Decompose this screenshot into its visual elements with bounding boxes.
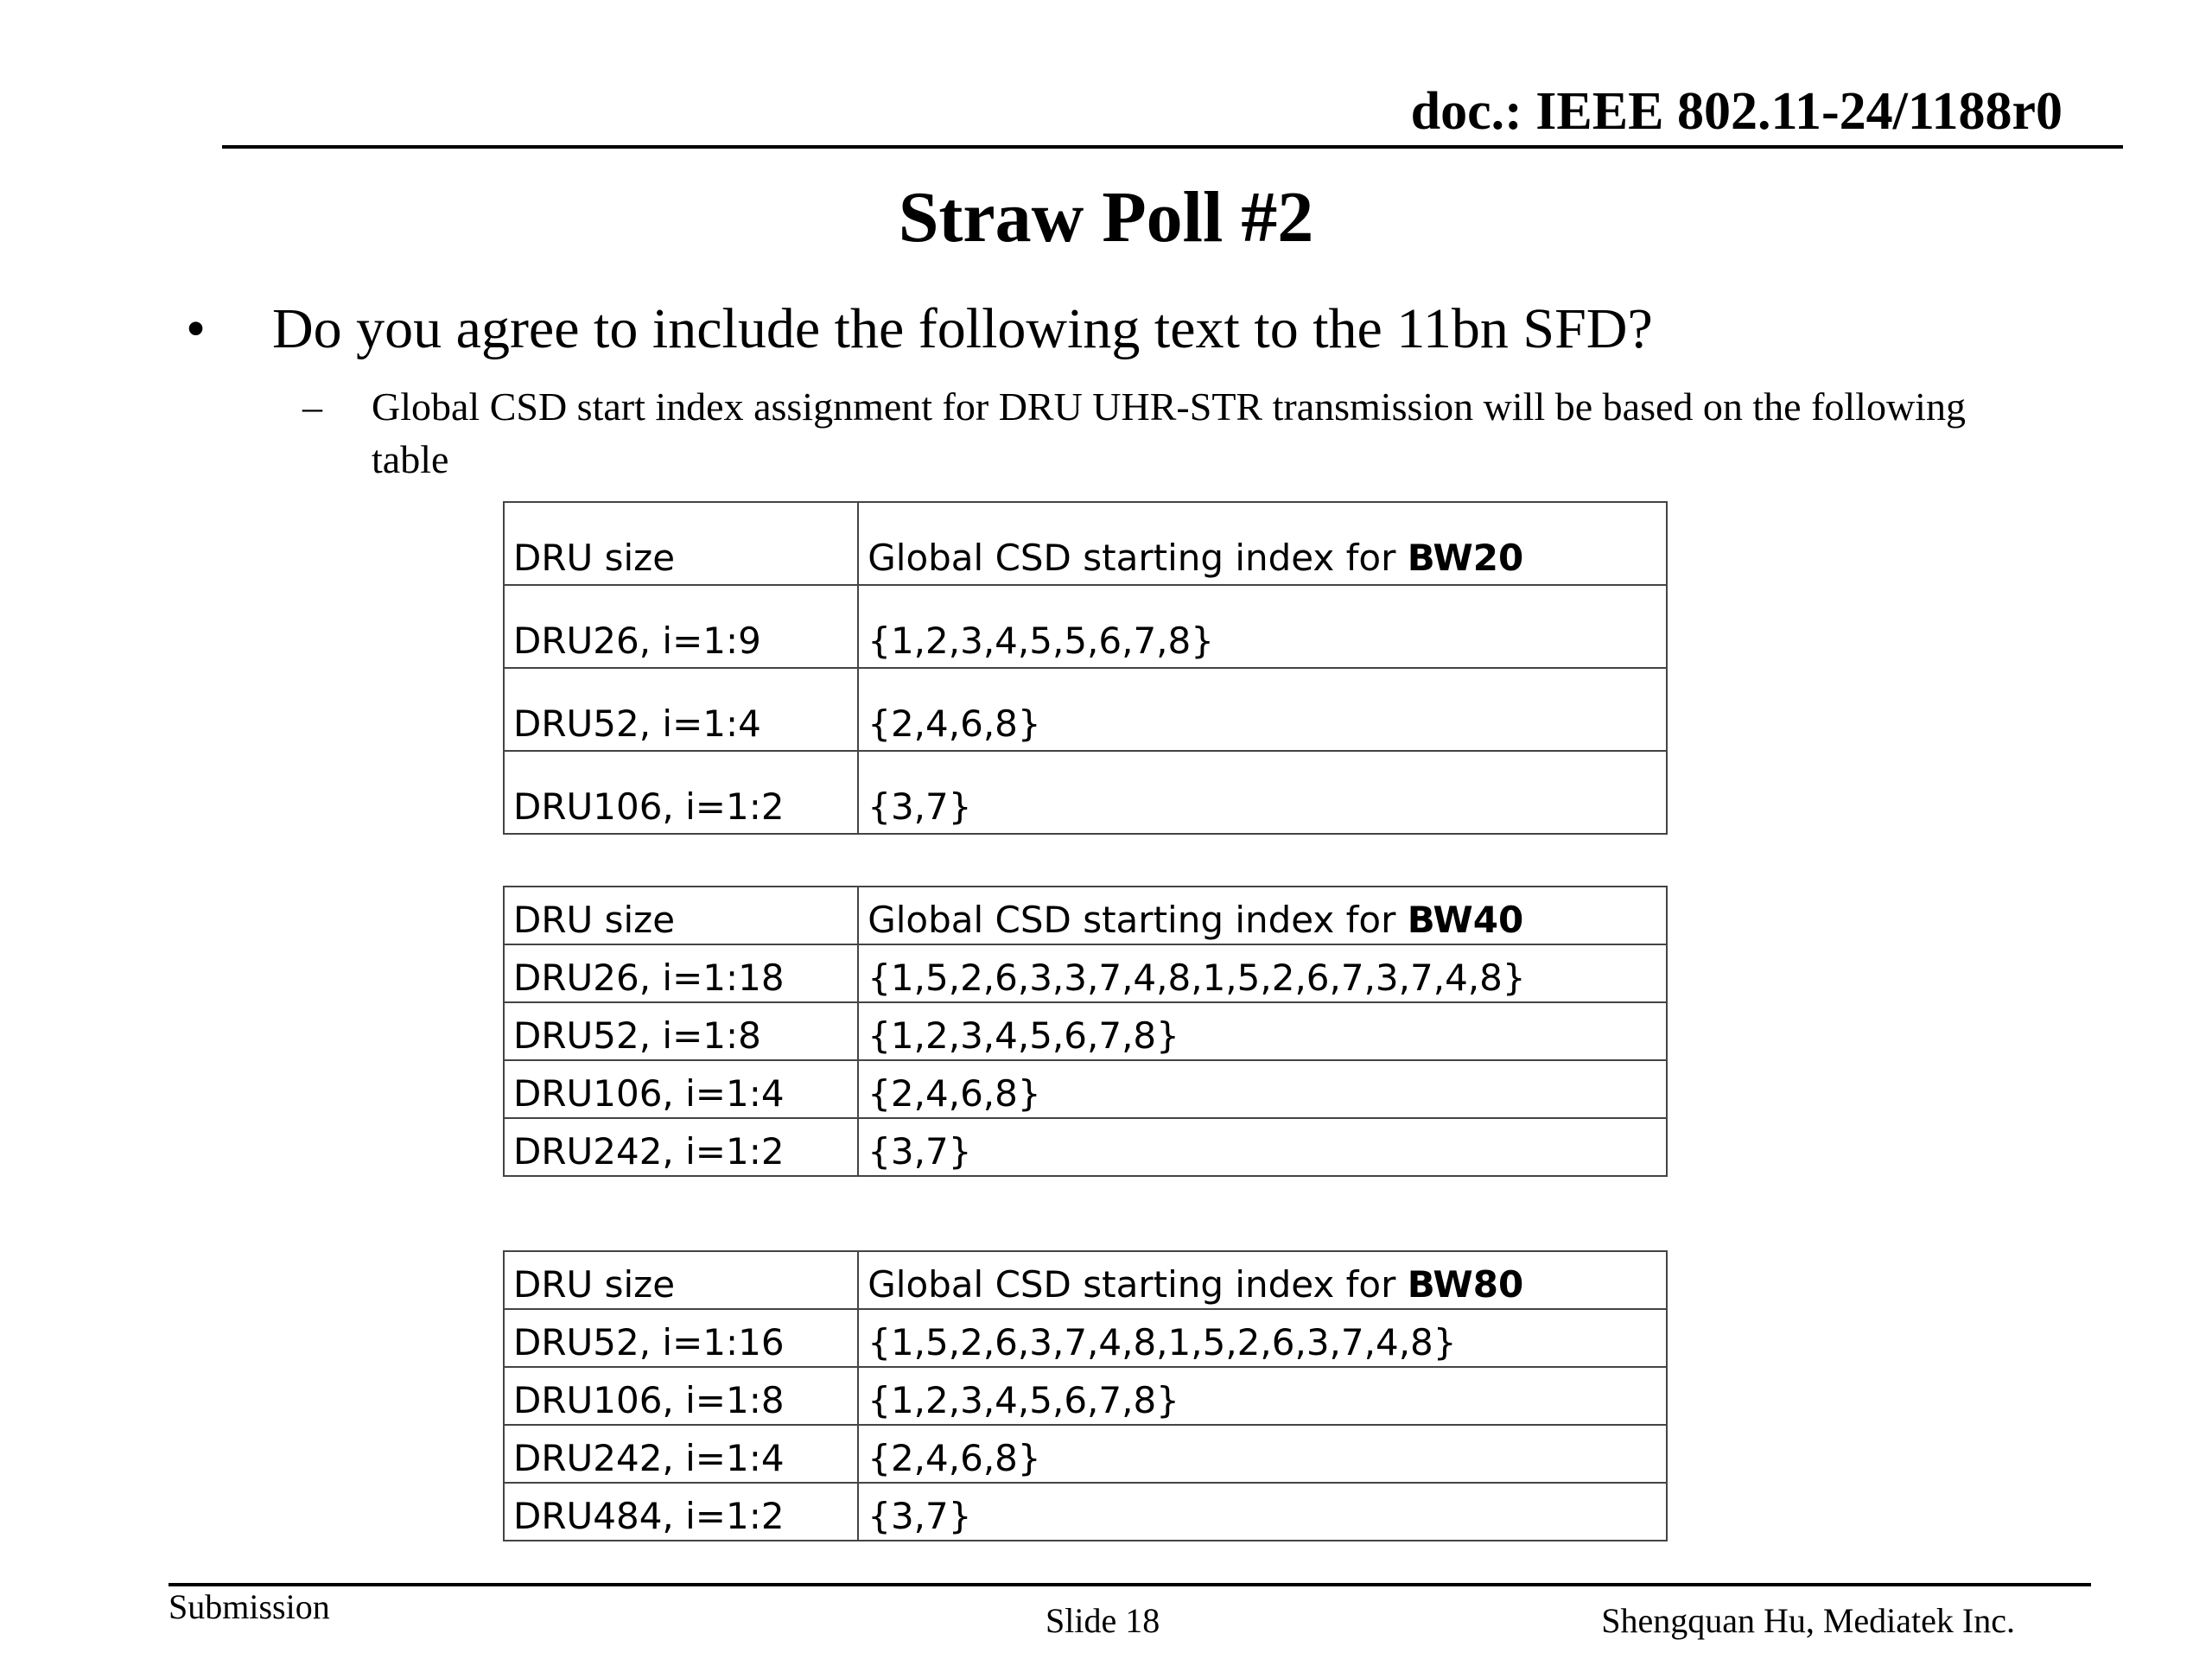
csd-index-cell: {2,4,6,8} bbox=[858, 668, 1667, 751]
footer-divider bbox=[168, 1583, 2091, 1586]
sub-bullet-text: Global CSD start index assignment for DRU UHR-STR transmission will be based on the following table bbox=[372, 385, 1966, 481]
csd-index-cell: {1,2,3,4,5,5,6,7,8} bbox=[858, 585, 1667, 668]
table-row bbox=[504, 1309, 1667, 1367]
table-row bbox=[504, 1425, 1667, 1483]
dru-size-cell: DRU106, i=1:4 bbox=[504, 1060, 858, 1118]
header-csd-prefix: Global CSD starting index for bbox=[868, 1263, 1408, 1306]
table-row bbox=[504, 1367, 1667, 1425]
csd-index-cell: {2,4,6,8} bbox=[858, 1425, 1667, 1483]
header-dru-size: DRU size bbox=[504, 887, 858, 944]
csd-index-cell: {3,7} bbox=[858, 751, 1667, 834]
dru-size-cell: DRU484, i=1:2 bbox=[504, 1483, 858, 1541]
table-row bbox=[504, 751, 1667, 834]
bullet-marker: • bbox=[186, 297, 207, 360]
dru-size-cell: DRU242, i=1:2 bbox=[504, 1118, 858, 1176]
header-bandwidth: BW40 bbox=[1407, 899, 1524, 941]
dru-size-cell: DRU106, i=1:2 bbox=[504, 751, 858, 834]
header-divider bbox=[222, 145, 2123, 149]
table-row bbox=[504, 585, 1667, 668]
document-id: doc.: IEEE 802.11-24/1188r0 bbox=[1410, 82, 2063, 141]
dru-size-cell: DRU26, i=1:9 bbox=[504, 585, 858, 668]
csd-table-bw40 bbox=[503, 886, 1668, 1177]
csd-index-cell: {1,2,3,4,5,6,7,8} bbox=[858, 1002, 1667, 1060]
dru-size-cell: DRU52, i=1:16 bbox=[504, 1309, 858, 1367]
dru-size-cell: DRU26, i=1:18 bbox=[504, 944, 858, 1002]
table-header-row bbox=[504, 502, 1667, 585]
table-row bbox=[504, 1002, 1667, 1060]
main-bullet bbox=[186, 297, 1653, 360]
sub-bullet bbox=[302, 380, 1987, 486]
csd-index-cell: {1,5,2,6,3,3,7,4,8,1,5,2,6,7,3,7,4,8} bbox=[858, 944, 1667, 1002]
header-csd-prefix: Global CSD starting index for bbox=[868, 899, 1408, 941]
slide-title: Straw Poll #2 bbox=[898, 177, 1314, 257]
csd-index-cell: {3,7} bbox=[858, 1483, 1667, 1541]
csd-index-cell: {2,4,6,8} bbox=[858, 1060, 1667, 1118]
header-bandwidth: BW80 bbox=[1407, 1263, 1524, 1306]
header-csd-index bbox=[858, 1251, 1667, 1309]
csd-table-bw80 bbox=[503, 1250, 1668, 1541]
csd-index-cell: {3,7} bbox=[858, 1118, 1667, 1176]
header-bandwidth: BW20 bbox=[1407, 537, 1524, 579]
footer-author: Shengquan Hu, Mediatek Inc. bbox=[1601, 1601, 2015, 1640]
csd-table-bw20 bbox=[503, 501, 1668, 835]
header-csd-prefix: Global CSD starting index for bbox=[868, 537, 1408, 579]
dru-size-cell: DRU52, i=1:8 bbox=[504, 1002, 858, 1060]
sub-bullet-marker: – bbox=[302, 385, 322, 429]
footer-submission: Submission bbox=[168, 1587, 330, 1626]
table-row bbox=[504, 1483, 1667, 1541]
bullet-text: Do you agree to include the following text to the 11bn SFD? bbox=[272, 297, 1653, 360]
dru-size-cell: DRU52, i=1:4 bbox=[504, 668, 858, 751]
table-row bbox=[504, 1060, 1667, 1118]
header-dru-size: DRU size bbox=[504, 502, 858, 585]
header-dru-size: DRU size bbox=[504, 1251, 858, 1309]
table-header-row bbox=[504, 1251, 1667, 1309]
table-header-row bbox=[504, 887, 1667, 944]
csd-index-cell: {1,5,2,6,3,7,4,8,1,5,2,6,3,7,4,8} bbox=[858, 1309, 1667, 1367]
footer-slide-number: Slide 18 bbox=[1046, 1601, 1160, 1640]
table-row bbox=[504, 668, 1667, 751]
header-csd-index bbox=[858, 502, 1667, 585]
dru-size-cell: DRU106, i=1:8 bbox=[504, 1367, 858, 1425]
dru-size-cell: DRU242, i=1:4 bbox=[504, 1425, 858, 1483]
table-row bbox=[504, 944, 1667, 1002]
header-csd-index bbox=[858, 887, 1667, 944]
csd-index-cell: {1,2,3,4,5,6,7,8} bbox=[858, 1367, 1667, 1425]
table-row bbox=[504, 1118, 1667, 1176]
